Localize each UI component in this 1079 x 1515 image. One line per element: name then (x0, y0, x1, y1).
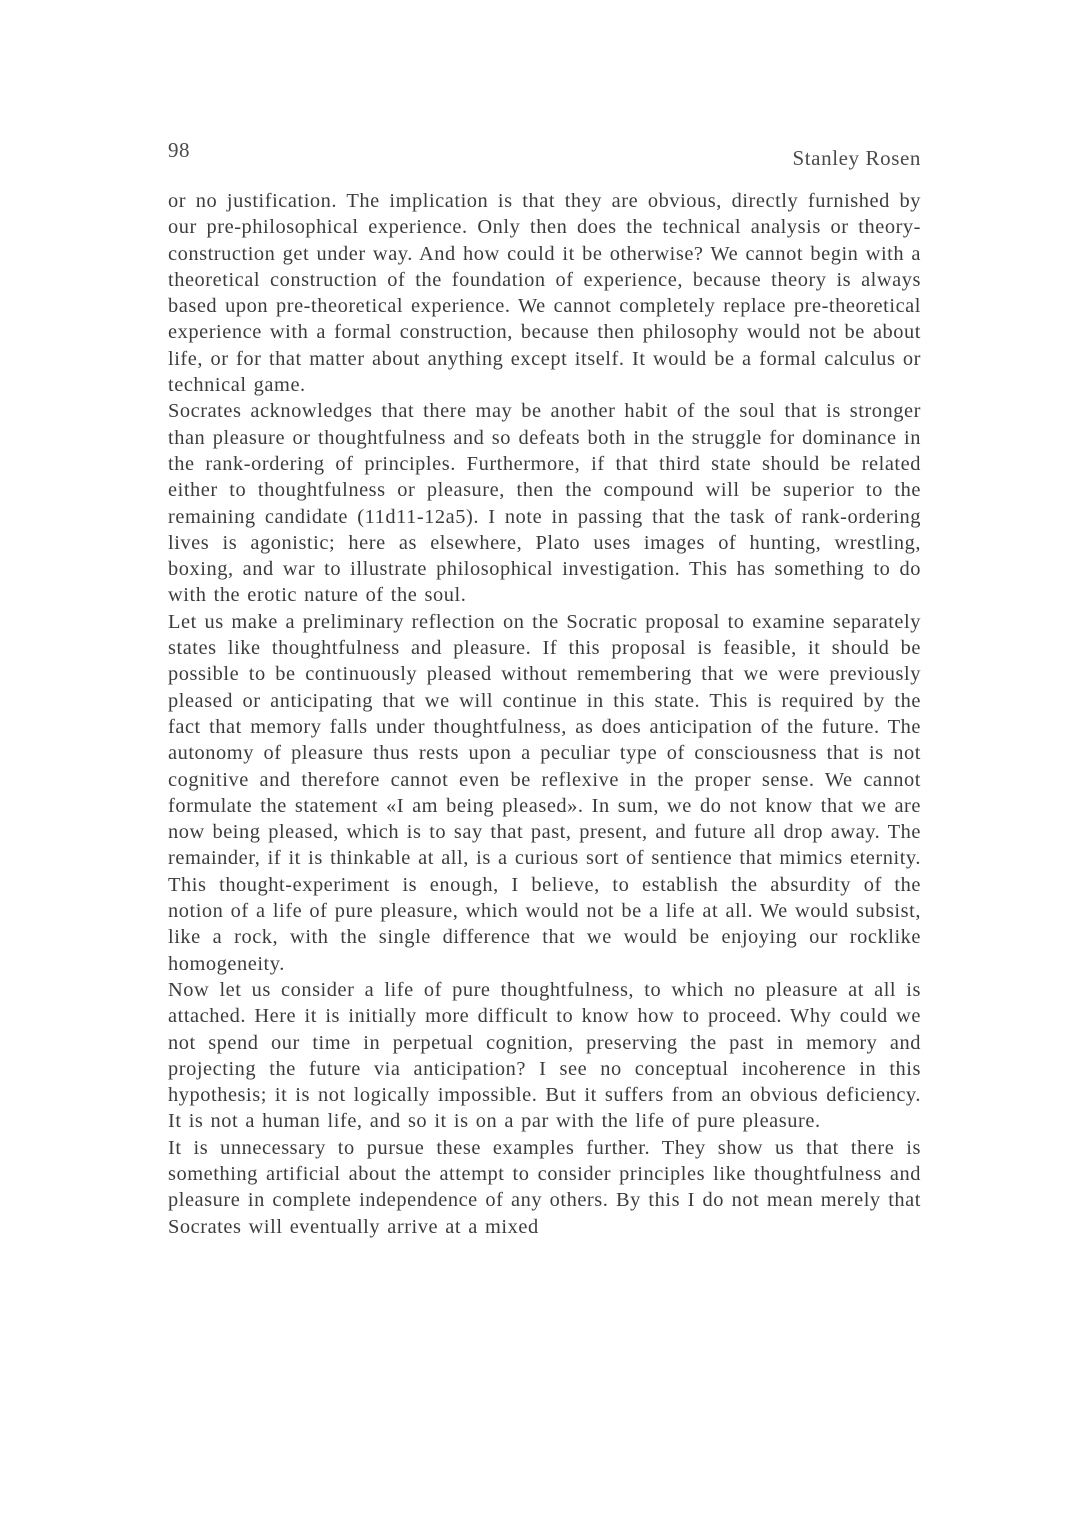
paragraph-3: Let us make a preliminary reflection on the Socratic proposal to examine separately states like thoughtfulness and pleasure. If this proposal is feasible, it should be possible to be continuously pleased without remembering that we were previously pleased or anticipating that we will continue in this state. This is required by the fact that memory falls under thoughtfulness, as does anticipation of the future. The autonomy of pleasure thus rests upon a peculiar type of consciousness that is not cognitive and therefore cannot even be reflexive in the proper sense. We cannot formulate the statement «I am being pleased». In sum, we do not know that we are now being pleased, which is to say that past, present, and future all drop away. The remainder, if it is thinkable at all, is a curious sort of sentience that mimics eternity. This thought-experiment is enough, I believe, to establish the absurdity of the notion of a life of pure pleasure, which would not be a life at all. We would subsist, like a rock, with the single difference that we would be enjoying our rocklike homogeneity. (168, 610, 921, 975)
body-text (168, 188, 921, 1240)
paragraph-1: or no justification. The implication is that they are obvious, directly furnished by our pre-philosophical experience. Only then does the technical analysis or theory-construction get under way. And how could it be otherwise? We cannot begin with a theoretical construction of the foundation of experience, because theory is always based upon pre-theoretical experience. We cannot completely replace pre-theoretical experience with a formal construction, because then philosophy would not be about life, or for that matter about anything except itself. It would be a formal calculus or technical game. (168, 190, 921, 397)
page-number: 98 (168, 138, 190, 162)
paragraph-2: Socrates acknowledges that there may be another habit of the soul that is stronger than pleasure or thoughtfulness and so defeats both in the struggle for dominance in the rank-ordering of principles. Furthermore, if that third state should be related either to thoughtfulness or pleasure, then the compound will be superior to the remaining candidate (11d11-12a5). I note in passing that the task of rank-ordering lives is agonistic; here as elsewhere, Plato uses images of hunting, wrestling, boxing, and war to illustrate philosophical investigation. This has something to do with the erotic nature of the soul. (168, 400, 921, 607)
paragraph-5: It is unnecessary to pursue these examples further. They show us that there is something artificial about the attempt to consider principles like thoughtfulness and pleasure in complete independence of any others. By this I do not mean merely that Socrates will eventually arrive at a mixed (168, 1136, 921, 1238)
paragraph-4: Now let us consider a life of pure thoughtfulness, to which no pleasure at all is attached. Here it is initially more difficult to know how to proceed. Why could we not spend our time in perpetual cognition, preserving the past in memory and projecting the future via anticipation? I see no conceptual incoherence in this hypothesis; it is not logically impossible. But it suffers from an obvious deficiency. It is not a human life, and so it is on a par with the life of pure pleasure. (168, 978, 921, 1133)
running-head: Stanley Rosen (792, 146, 921, 170)
